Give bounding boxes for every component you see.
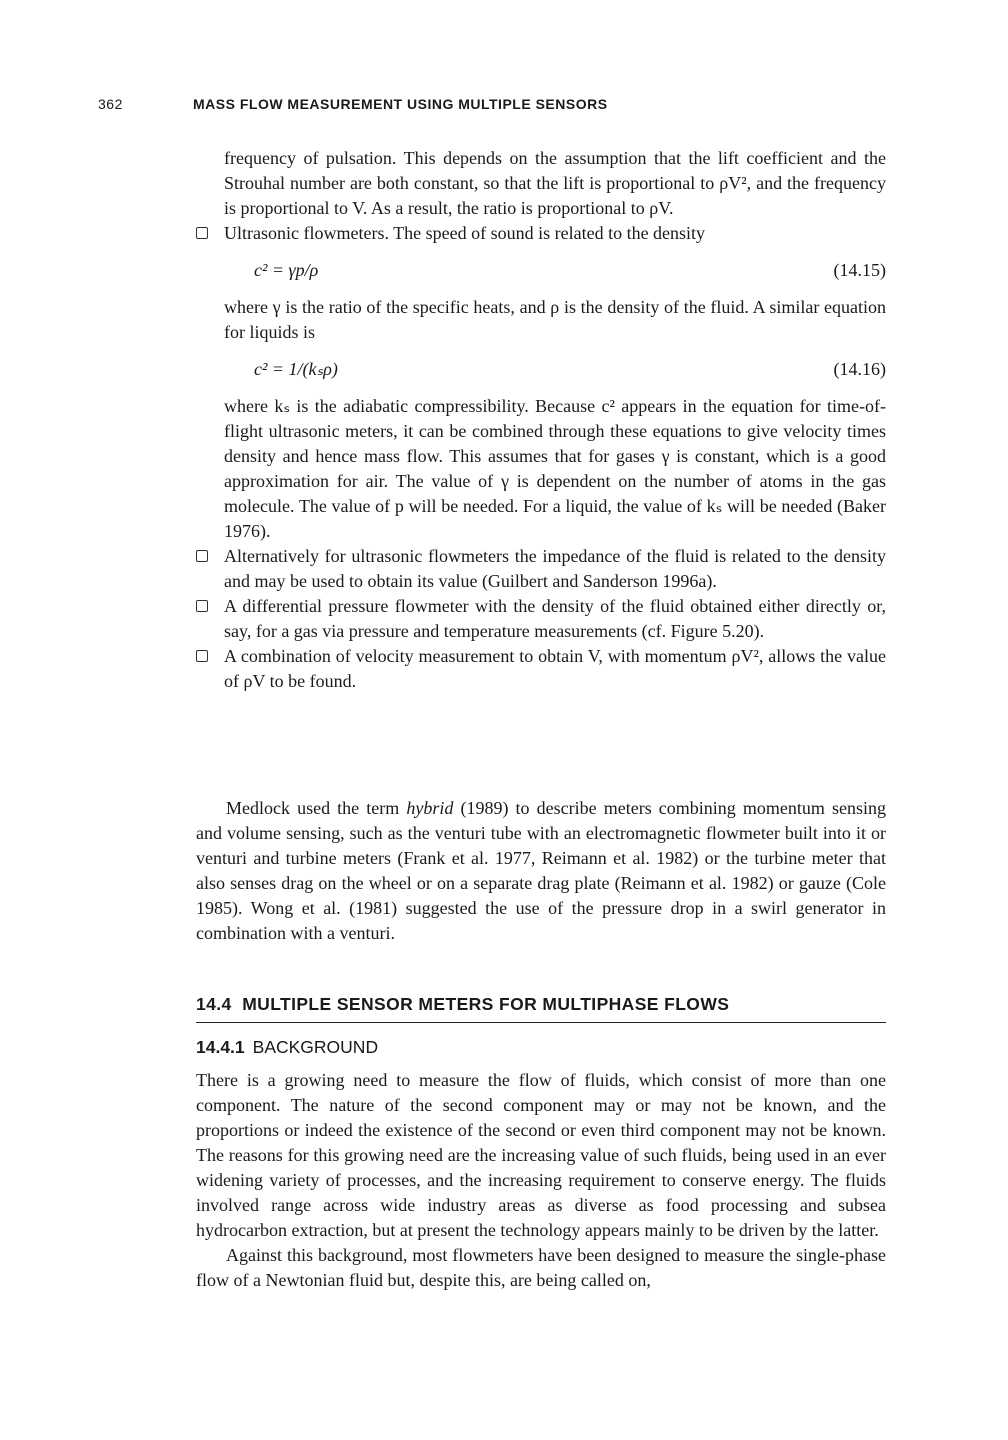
equation-14-15 <box>224 258 886 283</box>
subsection-number: 14.4.1 <box>196 1037 245 1057</box>
section-heading <box>196 994 886 1023</box>
bullet-text: Alternatively for ultrasonic flowmeters the impedance of the fluid is related to the density and may be used to obtain its value (Guilbert and Sanderson 1996a). <box>224 546 886 591</box>
medlock-text-start: Medlock used the term <box>226 798 407 818</box>
upper-body <box>224 146 886 694</box>
bullet-velocity <box>224 644 886 694</box>
bullet-differential-pressure <box>224 594 886 644</box>
equation-number: (14.15) <box>833 260 886 280</box>
equation-number: (14.16) <box>833 359 886 379</box>
gamma-paragraph: where γ is the ratio of the specific heats, and ρ is the density of the fluid. A similar equation for liquids is <box>224 297 886 342</box>
running-title: MASS FLOW MEASUREMENT USING MULTIPLE SENSORS <box>193 96 608 112</box>
running-header <box>98 96 608 112</box>
continued-paragraph: frequency of pulsation. This depends on the assumption that the lift coefficient and the Strouhal number are both constant, so that the lift is proportional to ρV², and the frequency is proportional to V. As a result, the ratio is proportional to ρV. <box>224 148 886 218</box>
medlock-paragraph <box>196 796 886 946</box>
subsection-heading <box>196 1037 378 1058</box>
background-paragraph-1: There is a growing need to measure the flow of fluids, which consist of more than one component. The nature of the second component may or may not be known, and the proportions or indeed the existence of the second or even third component may not be known. The reasons for this growing need are the increasing value of such fluids, being used in an ever widening variety of processes, and the increasing requirement to conserve energy. The fluids involved range across wide industry areas as diverse as food processing and subsea hydrocarbon extraction, but at present the technology appears mainly to be driven by the latter. <box>196 1070 886 1240</box>
checkbox-bullet-icon <box>196 550 208 562</box>
bullet-impedance <box>224 544 886 594</box>
bullet-text: Ultrasonic flowmeters. The speed of sound is related to the density <box>224 223 706 243</box>
compressibility-paragraph: where kₛ is the adiabatic compressibility. Because c² appears in the equation for time-of-flight ultrasonic meters, it can be combined through these equations to give velocity times density and hence mass flow. This assumes that for gases γ is constant, which is a good approximation for air. The value of γ is dependent on the number of atoms in the gas molecule. The value of p will be needed. For a liquid, the value of kₛ will be needed (Baker 1976). <box>224 396 886 541</box>
section-title: MULTIPLE SENSOR METERS FOR MULTIPHASE FLOWS <box>242 994 730 1014</box>
checkbox-bullet-icon <box>196 227 208 239</box>
bullet-ultrasonic <box>224 221 886 246</box>
bullet-text: A combination of velocity measurement to obtain V, with momentum ρV², allows the value of ρV to be found. <box>224 646 886 691</box>
equation-expression: c² = γp/ρ <box>254 260 319 280</box>
medlock-text-end: (1989) to describe meters combining momentum sensing and volume sensing, such as the venturi tube with an electromagnetic flowmeter built into it or venturi and turbine meters (Frank et al. 1977, Reimann et al. 1982) or the turbine meter that also senses drag on the wheel or on a separate drag plate (Reimann et al. 1982) or gauze (Cole 1985). Wong et al. (1981) suggested the use of the pressure drop in a swirl generator in combination with a venturi. <box>196 798 886 943</box>
page-number: 362 <box>98 96 123 112</box>
checkbox-bullet-icon <box>196 650 208 662</box>
background-body <box>196 1068 886 1293</box>
background-paragraph-2: Against this background, most flowmeters have been designed to measure the single-phase flow of a Newtonian fluid but, despite this, are being called on, <box>196 1245 886 1290</box>
equation-14-16 <box>224 357 886 382</box>
section-number: 14.4 <box>196 994 232 1014</box>
checkbox-bullet-icon <box>196 600 208 612</box>
subsection-title: BACKGROUND <box>252 1037 379 1057</box>
bullet-text: A differential pressure flowmeter with the density of the fluid obtained either directly or, say, for a gas via pressure and temperature measurements (cf. Figure 5.20). <box>224 596 886 641</box>
equation-expression: c² = 1/(kₛρ) <box>254 359 338 379</box>
hybrid-term: hybrid <box>406 798 454 818</box>
